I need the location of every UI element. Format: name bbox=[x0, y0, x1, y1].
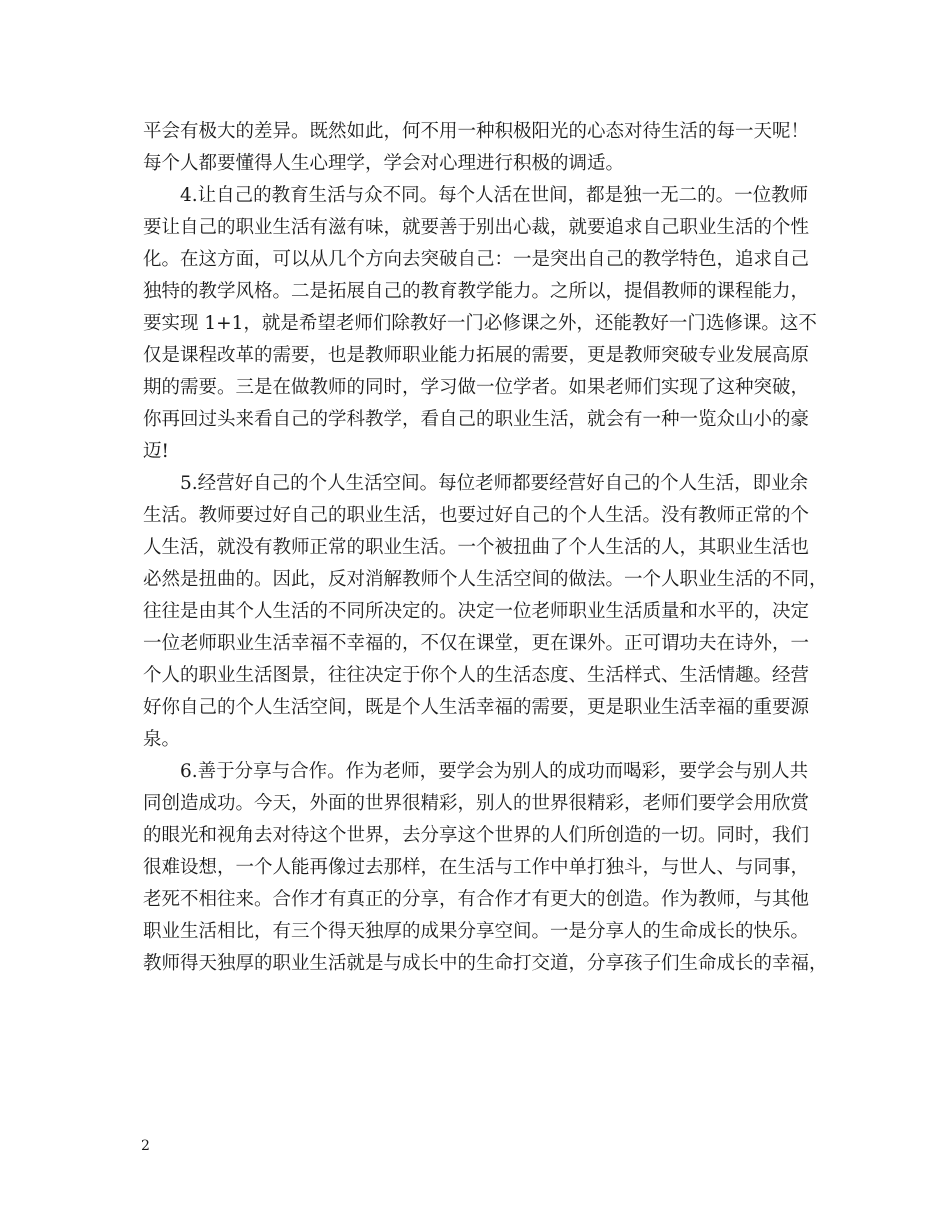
text-line: 很难设想，一个人能再像过去那样，在生活与工作中单打独斗，与世人、与同事， bbox=[143, 857, 810, 878]
text-line: 泉。 bbox=[143, 729, 181, 750]
text-line: 每个人都要懂得人生心理学，学会对心理进行积极的调适。 bbox=[143, 153, 625, 174]
paragraph-continued bbox=[143, 116, 823, 180]
text-line: 仅是课程改革的需要，也是教师职业能力拓展的需要，更是教师突破专业发展高原 bbox=[143, 345, 810, 366]
text-line: 6.善于分享与合作。作为老师，要学会为别人的成功而喝彩，要学会与别人共 bbox=[180, 761, 809, 782]
text-line: 人生活，就没有教师正常的职业生活。一个被扭曲了个人生活的人，其职业生活也 bbox=[143, 537, 810, 558]
page-number: 2 bbox=[141, 1138, 150, 1154]
text-line: 老死不相往来。合作才有真正的分享，有合作才有更大的创造。作为教师，与其他 bbox=[143, 889, 810, 910]
text-line: 迈! bbox=[143, 441, 169, 462]
text-line: 期的需要。三是在做教师的同时，学习做一位学者。如果老师们实现了这种突破， bbox=[143, 377, 810, 398]
text-line: 的眼光和视角去对待这个世界，去分享这个世界的人们所创造的一切。同时，我们 bbox=[143, 825, 810, 846]
text-line: 生活。教师要过好自己的职业生活，也要过好自己的个人生活。没有教师正常的个 bbox=[143, 505, 810, 526]
text-line: 个人的职业生活图景，往往决定于你个人的生活态度、生活样式、生活情趣。经营 bbox=[143, 665, 810, 686]
text-line: 独特的教学风格。二是拓展自己的教育教学能力。之所以，提倡教师的课程能力， bbox=[143, 281, 810, 302]
document-body bbox=[143, 116, 828, 980]
text-line: 教师得天独厚的职业生活就是与成长中的生命打交道，分享孩子们生命成长的幸福， bbox=[143, 953, 828, 974]
paragraph-5 bbox=[143, 468, 828, 756]
text-line: 职业生活相比，有三个得天独厚的成果分享空间。一是分享人的生命成长的快乐。 bbox=[143, 921, 810, 942]
paragraph-6 bbox=[143, 756, 828, 980]
text-line: 平会有极大的差异。既然如此，何不用一种积极阳光的心态对待生活的每一天呢！ bbox=[143, 121, 810, 142]
text-line: 要实现 1+1，就是希望老师们除教好一门必修课之外，还能教好一门选修课。这不 bbox=[143, 313, 817, 334]
text-line: 同创造成功。今天，外面的世界很精彩，别人的世界很精彩，老师们要学会用欣赏 bbox=[143, 793, 810, 814]
text-line: 化。在这方面，可以从几个方向去突破自己：一是突出自己的教学特色，追求自己 bbox=[143, 249, 810, 270]
text-line: 5.经营好自己的个人生活空间。每位老师都要经营好自己的个人生活，即业余 bbox=[180, 473, 809, 494]
text-line: 好你自己的个人生活空间，既是个人生活幸福的需要，更是职业生活幸福的重要源 bbox=[143, 697, 810, 718]
text-line: 要让自己的职业生活有滋有味，就要善于别出心裁，就要追求自己职业生活的个性 bbox=[143, 217, 810, 238]
paragraph-4 bbox=[143, 180, 823, 468]
text-line: 一位老师职业生活幸福不幸福的，不仅在课堂，更在课外。正可谓功夫在诗外，一 bbox=[143, 633, 810, 654]
text-line: 必然是扭曲的。因此，反对消解教师个人生活空间的做法。一个人职业生活的不同， bbox=[143, 569, 828, 590]
text-line: 4.让自己的教育生活与众不同。每个人活在世间，都是独一无二的。一位教师 bbox=[180, 185, 809, 206]
text-line: 往往是由其个人生活的不同所决定的。决定一位老师职业生活质量和水平的，决定 bbox=[143, 601, 810, 622]
text-line: 你再回过头来看自己的学科教学，看自己的职业生活，就会有一种一览众山小的豪 bbox=[143, 409, 810, 430]
